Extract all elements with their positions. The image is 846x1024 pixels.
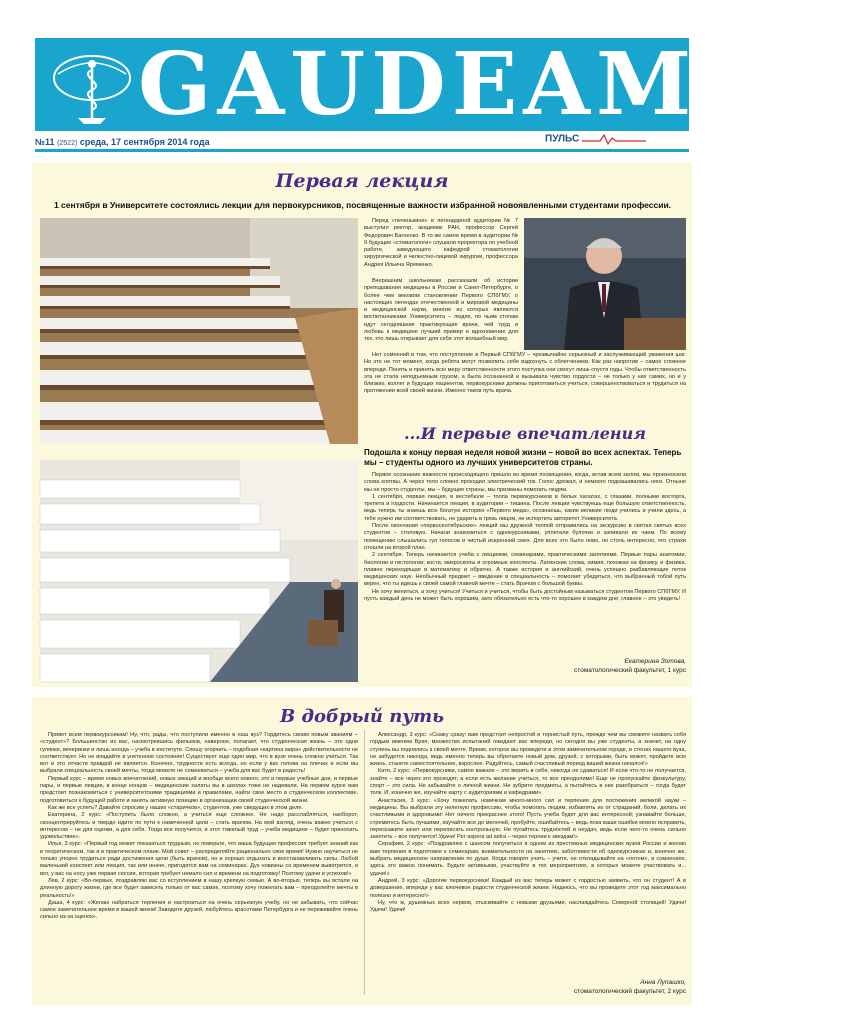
article1-paragraph: Перед «печенькини» в легендарной аудитории № 7 выступил ректор, академик РАН, профессор Сергей Федорович Багненко. В то же самое время в аудитории № 9 будущие «стоматологи» слушали проректора по учебной работе, заведующего кафедрой стоматологии хирургической и челюстно-лицевой хирургии, профессора Андрея Ильича Яременко. bbox=[364, 218, 518, 268]
article3-paragraph: Ну, что ж, душевных всех нервов, отыскивайте с новыми друзьями, наслаждайтесь Северной столицей! Удачи! Удачи! Удачи! bbox=[370, 899, 686, 914]
article3-paragraph: Серафим, 2 курс: «Поздравляю с шансом получиться в одном из престижных медицинских вузов России и желаю вам терпения в подготовке к семинарам, внимательности на занятиях, заботливости об однокурсниках и, конечно же, выбрать медицинское направление по душе. Когда говорят учить – учите, не откладывайте на «потом», в сомнениях, здесь это важно понимать. Будьте активными, участвуйте в тех мероприятиях, в которых можете участвовать и... удачи!» bbox=[370, 841, 686, 877]
rector-photo bbox=[524, 218, 686, 350]
lecture-hall-photo bbox=[40, 218, 358, 444]
oath-ceremony-photo bbox=[40, 460, 358, 682]
issue-line bbox=[35, 137, 210, 147]
masthead-rule bbox=[35, 149, 689, 152]
issue-date: среда, 17 сентября 2014 года bbox=[79, 137, 210, 147]
article3-paragraph: Катя, 2 курс: «Первокурсники, самое важное – это верить в себя, никогда не сдаваться! И если что-то не получается, знайте – все через это проходят, а если есть желание учиться, то все преодолимо! Еще не пропускайте физкультуру, спорт – это сила. Не забывайте о личной жизни. Не зубрите предметы, а пытайтесь в них разобраться – тогда будет толк. И, конечно же, изучайте карту с аудиториями и кафедрами». bbox=[370, 768, 686, 797]
article3-title: В добрый путь bbox=[279, 706, 445, 727]
article3-paragraph: Екатерина, 2 курс: «Поступить было сложно, а учиться еще сложнее. Не надо расслабляться, наоборот, сконцентрируйтесь и твердо идите по пути к намеченной цели – стать врачом. На мой взгляд, очень важно учиться с интересом – не для оценки, а для себя. Тогда все получится, и этот тяжелый труд – учеба медицине – будет приносить удовольствие». bbox=[40, 812, 358, 841]
article2-paragraph: Первое осознание важности происходящего пришло во время посвящения, когда, встав всем залом, мы произносили слова клятвы. А через тело словно проходил электрический ток. Голос дрожал, и немного подкашивались ноги. Отныне мы не просто студенты, мы – будущие страны, мы призваны помогать людям. bbox=[364, 472, 686, 493]
article3-paragraph: Андрей, 3 курс: «Дорогие первокурсники! Каждый из вас теперь может с гордостью заявить, что он студент! А в довершение, впереди у вас ключевое радости студенческой жизни. Надеюсь, что вы проведете этот год максимально полезно и интересно!» bbox=[370, 877, 686, 899]
pulse-text: ПУЛЬС bbox=[545, 133, 580, 145]
article3-paragraph: Анастасия, 3 курс: «Хочу пожелать новичкам много-много сил и терпения для постижения великой науки – медицины. Вы выбрали эту нелегкую профессию, чтобы помогать людям, избавлять их от страданий, боли, делать их счастливыми и здоровыми! Нет ничего прекраснее этого! Пусть учеба будет для вас интересной; узнавайте больше, стремитесь быть лучшими, изучайте все до мелочей, пробуйте, ошибайтесь – ведь пока ваши ошибки можно исправить, перескажите зачет или переписать контрольную. Не пугайтесь трудностей и неудач, ведь если чего-то очень сильно захотеть – все получится! Удачи! Per aspera ad astra – через тернии к звездам!» bbox=[370, 797, 686, 841]
article2-paragraph: После окончания «первосентябрьских» лекций мы дружной толпой отправились на экскурсию в святая святых всех студентов – столовую. Начали знакомиться с однокурсниками, уплетали булочки и запивали их чаем. По всему помещению слышались гул голосов и чистый искренний смех. Для всех это было ново, но столь интересно, что страхи отошли на второй план. bbox=[364, 523, 686, 551]
article2-lead: Подошла к концу первая неделя новой жизни – новой во всех аспектах. Теперь мы – студенты одного из лучших университетов страны. bbox=[364, 448, 682, 467]
article1-title: Первая лекция bbox=[275, 170, 449, 192]
article3-left-column bbox=[40, 732, 358, 922]
article3-paragraph: Лев, 2 курс: «Во-первых, поздравляю вас со вступлением в нашу крепкую семью. А во-вторых, теперь вы встали на длинную дорогу жизни, где все будет зависеть только от вас самих, поэтому хочу пожелать вам – преодолейте мечты в реальность!» bbox=[40, 877, 358, 899]
article3-author: Анна Лупашко, bbox=[640, 979, 686, 986]
university-emblem-icon bbox=[48, 44, 136, 130]
article2-text bbox=[364, 472, 686, 603]
article2-paragraph: 2 сентября. Теперь начинается учеба с лекциями, семинарами, практическими занятиями. Первые пары анатомии, биологии и гистологии; кости, микроскопы и огромные конспекты. Латинские слова, химия, похожая на физику, и физика, плавно переходящая в математику и обратно. А также история и английский, очень успешно разбавляющие поток медицинских наук. Необычный предмет – введение в специальность – помогает убедиться, что выбранный тобой путь верен, что ты идешь к своей самой главной мечте – стать Врачом с большой буквы. bbox=[364, 552, 686, 588]
heartbeat-icon bbox=[582, 133, 646, 145]
article2-author-faculty: стоматологический факультет, 1 курс bbox=[574, 667, 686, 674]
issue-code: (2522) bbox=[57, 140, 78, 147]
article3-paragraph: Привет всем первокурсникам! Ну, что, рады, что поступили именно в наш вуз? Гордитесь своим новым званием – «студент»? Большинство из вас, насмотревшись фильмов, наверное, полагает, что студенческая жизнь – это одни гулянки, вечеринки и лишь иногда – учеба в институте. Спешу огорчить – подобная «картина мира» действительности не соответствует. Но не впадайте в унетенное состояние! Существует еще один мир, что в вузе очень сложно учиться. Так вот и это отчасти правдой не является. Конечно, трудности есть всегда, но если у вас голова на плечах и если вы выбрали специальность своей мечты, тогда можете не сомневаться – учеба для вас будет в радость! bbox=[40, 732, 358, 775]
article2-paragraph: 1 сентября, первая лекция, в вестибюле – толпа первокурсников в белых халатах, с глазами, полными восторга, трепета и гордости. Начинается лекция, в аудитории – тишина. После лекции чувствуешь еще большую ответственность, ведь теперь ты знаешь всю богатую историю «Первого меда», осознаешь, какие великие люди учились и учили здесь, а тебе нужно им соответствовать, не ударить в грязь лицом, не испортить авторитет Университета. bbox=[364, 493, 686, 522]
article3-paragraph: Первый курс – время новых впечатлений, новых эмоций и вообще всего нового; это и первые учебные дни, и первые пары, и первые лекции, в конце концов – медицинские халаты вы в школах тоже не надевали. На первом курсе вам предстоит познакомиться с университетскими традициями и правилами, найти свое место в студенческом коллективе, подготовиться к будущей работе и занять активную позицию в организации своей студенческой жизни. bbox=[40, 775, 358, 804]
issue-number: №11 bbox=[35, 137, 55, 147]
newspaper-title: GAUDEAMUS bbox=[138, 34, 846, 135]
article2-title: ...И первые впечатления bbox=[404, 424, 646, 443]
article3-right-column bbox=[370, 732, 686, 914]
column-divider bbox=[364, 730, 365, 995]
article2-paragraph: Не хочу жениться, а хочу учиться! Учиться и учиться, чтобы быть достойным называться студентом Первого СПбГМУ. И пусть каждый день не может быть хорошим, зато обязательно есть что-то хорошее в каждом дне; главное – это увидеть! bbox=[364, 588, 687, 603]
article3-paragraph: Даша, 4 курс: «Желаю набраться терпения и настроиться на очень серьезную учебу, но не забывать, что сейчас самое замечательное время в вашей жизни! Заводите друзей, любуйтесь красотами Петербурга и не переживайте очень сильно из-за оценок». bbox=[40, 899, 358, 921]
article1-text-narrow bbox=[364, 218, 518, 269]
article3-paragraph: Илья, 3 курс: «Первый год может показаться трудным, но поверьте, что ваша будущая профессия требует знаний как в теоретическом, так и в практическом плане. Мой совет – распределяйте рационально свое время! Нужно научиться не только упорно трудиться ради достижения цели (быть врачом), но и хорошо отдыхать и восстанавливать силы. Любой маленький конспект или лекция, так или иначе, пригодятся вам на семинарах. Дух новизны со временем выветрится, и вот, у вас на носу уже первая сессия, которая требует немало сил и времени на подготовку! Поэтому удачи и успехов!» bbox=[40, 841, 358, 877]
article3-author-faculty: стоматологический факультет, 2 курс bbox=[574, 988, 686, 995]
article1-lead: 1 сентября в Университете состоялись лекции для первокурсников, посвященные важности избранной новоявленными студентами профессии. bbox=[53, 200, 672, 210]
article2-author: Екатерина Зотова, bbox=[624, 658, 686, 665]
article3-paragraph: Как же все успеть? Давайте спросим у наших «старичков», студентов, уже сведущих в этом деле. bbox=[48, 804, 304, 811]
article1-text-wide bbox=[364, 352, 686, 396]
pulse-label bbox=[545, 133, 646, 145]
article1-text-narrow-2 bbox=[364, 278, 518, 344]
article1-paragraph: Нет сомнений в том, что поступление в Первый СПбГМУ – чрезвычайно серьезный и заслуживающий уважения шаг. Но это не тот момент, когда ребята могут позволить себе вздохнуть с облегчением. Как раз напротив – самое сложное впереди. Понять и принять всю меру ответственности этого поступка они смогут лишь спустя годы. Чтобы ответственность эта не стала неподъемным грузом, а была осознанной и вызывала чувство гордости – не только у них самих, но и у близких, коллег и будущих пациентов, первокурсники должны приготовиться учиться, совершенствоваться и трудиться на протяжении всей своей жизни. Именно таков путь врача. bbox=[364, 352, 686, 395]
article3-paragraph: Александр, 3 курс: «Скажу сразу: вам предстоит непростой и тернистый путь, прежде чем вы сможете назвать себя гордым именем Врач; множество испытаний ожидают вас впереди, но сегодня вы уже студенты, а значит, на одну ступень вы поднялись к своей мечте. Время, которое вы проведете в этом замечательном городе, в стенах нашего вуза, не забудется никогда, ведь именно теперь вы обретаете новый дом, друзей, с которыми, быть может, пройдете всю жизнь, станете самостоятельнее, взрослее. Радуйтесь, самый счастливый период вашей жизни начался!» bbox=[370, 732, 686, 768]
article1-paragraph: Вчерашним школьникам рассказали об истории преподавания медицины в России и Санкт-Петербурге, о более чем вековом становлении Первого СПбГМУ, о настоящих легендах отечественной и мировой медицины и медицинской науки, многие из которых являются воспитанниками Университета – людях, по чьим стопам идут сегодняшние практикующие врачи, чей труд и любовь к медицине лучший пример и вдохновение для тех, кто лишь открывает для себя этот волшебный мир. bbox=[364, 278, 518, 343]
